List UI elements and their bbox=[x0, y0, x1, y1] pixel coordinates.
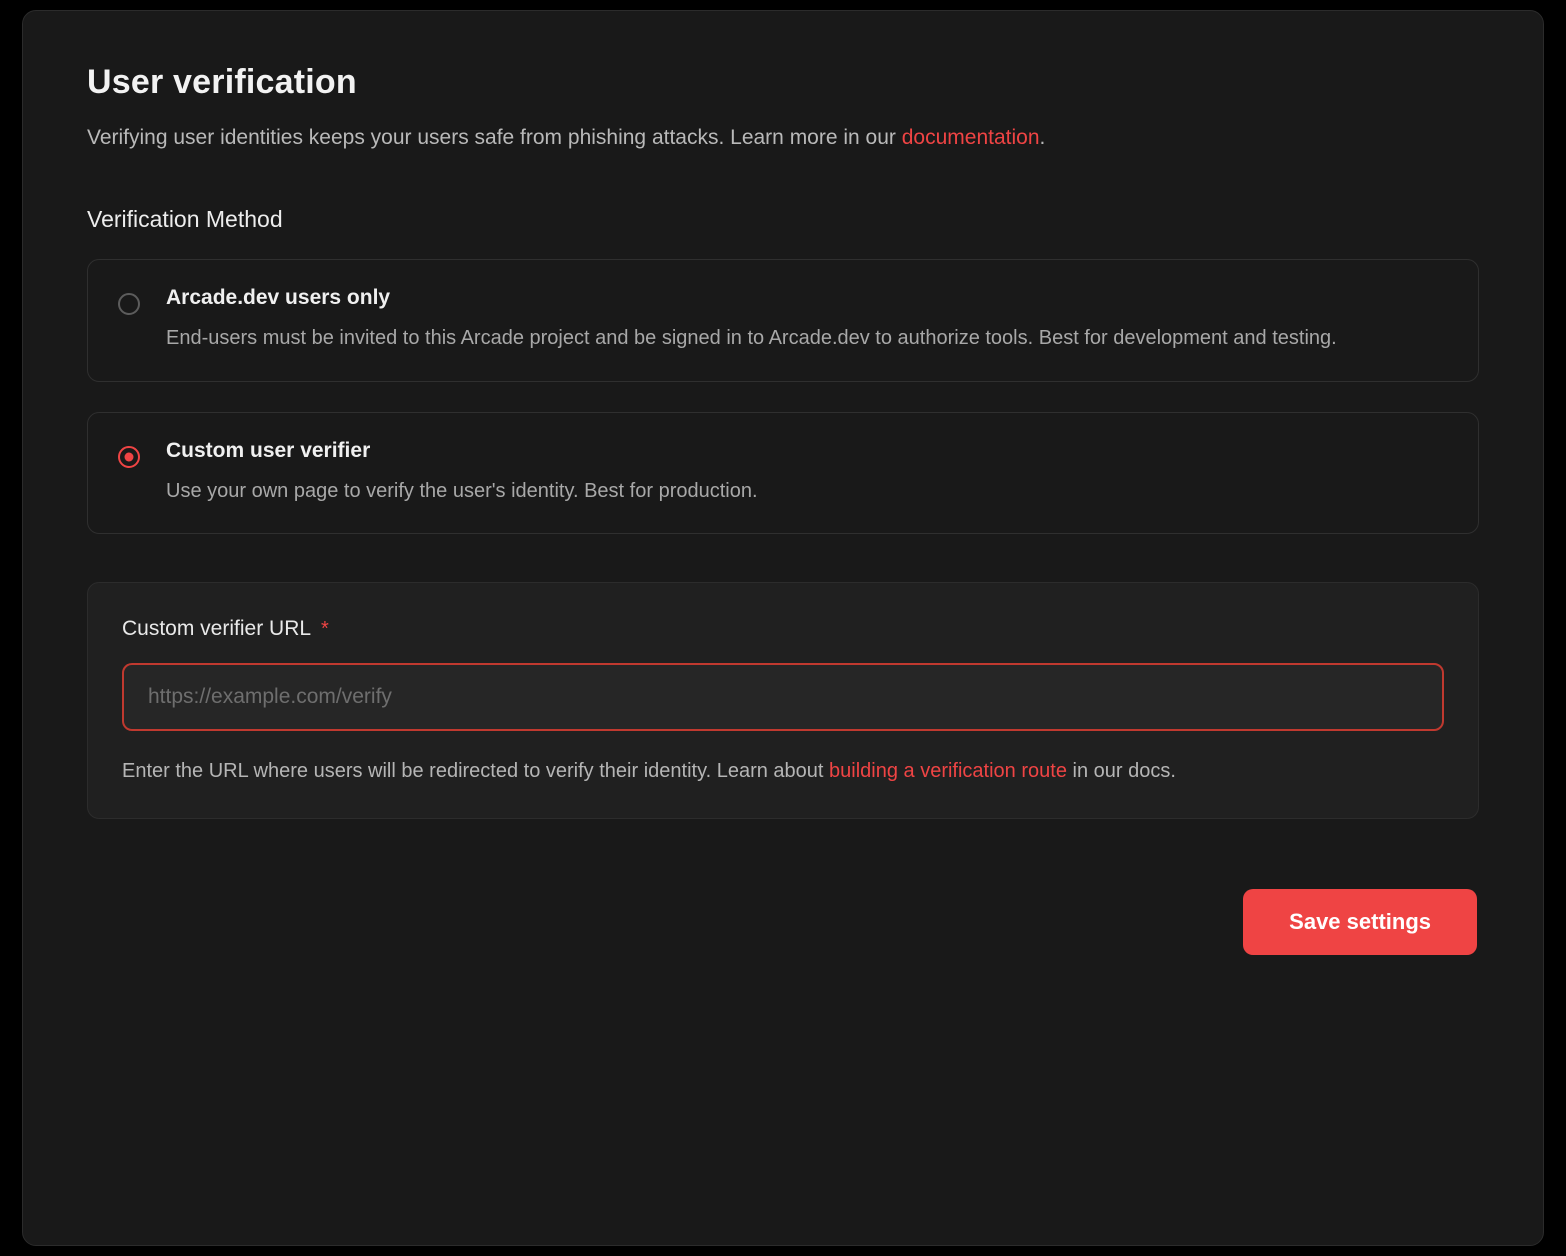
option-custom-user-verifier-title: Custom user verifier bbox=[166, 438, 371, 462]
option-arcade-users-only[interactable] bbox=[87, 259, 1479, 381]
documentation-link[interactable]: documentation bbox=[901, 126, 1040, 149]
option-arcade-users-only-description: End-users must be invited to this Arcade project and be signed in to Arcade.dev to authorize tools. Best for development and testing. bbox=[166, 327, 1337, 350]
option-arcade-users-only-title: Arcade.dev users only bbox=[166, 286, 391, 310]
option-arcade-users-only-body bbox=[166, 286, 1448, 352]
help-text-before: Enter the URL where users will be redirected to verify their identity. Learn about bbox=[122, 760, 830, 783]
page-title: User verification bbox=[87, 63, 357, 101]
custom-verifier-url-label bbox=[122, 617, 1444, 641]
option-custom-user-verifier[interactable] bbox=[87, 412, 1479, 534]
option-custom-user-verifier-body bbox=[166, 439, 1448, 505]
page-subtitle-text-after: . bbox=[1039, 126, 1046, 149]
radio-arcade-users-only[interactable] bbox=[118, 293, 140, 315]
custom-verifier-url-input[interactable] bbox=[122, 663, 1444, 731]
page-subtitle-text-before: Verifying user identities keeps your users safe from phishing attacks. Learn more in our bbox=[87, 126, 902, 149]
card-footer bbox=[87, 889, 1479, 955]
radio-custom-user-verifier[interactable] bbox=[118, 446, 140, 468]
help-text-after: in our docs. bbox=[1066, 760, 1176, 783]
verification-method-label: Verification Method bbox=[87, 206, 283, 233]
option-custom-user-verifier-description: Use your own page to verify the user's identity. Best for production. bbox=[166, 479, 758, 502]
page-subtitle bbox=[87, 124, 1479, 152]
save-settings-button[interactable]: Save settings bbox=[1243, 889, 1477, 955]
card-inner bbox=[23, 11, 1543, 955]
custom-verifier-url-label-text: Custom verifier URL bbox=[122, 617, 312, 641]
custom-verifier-url-help bbox=[122, 757, 1444, 786]
required-asterisk: * bbox=[321, 618, 329, 641]
user-verification-card bbox=[22, 10, 1544, 1246]
building-verification-route-link[interactable]: building a verification route bbox=[829, 760, 1067, 783]
custom-verifier-url-panel bbox=[87, 582, 1479, 819]
